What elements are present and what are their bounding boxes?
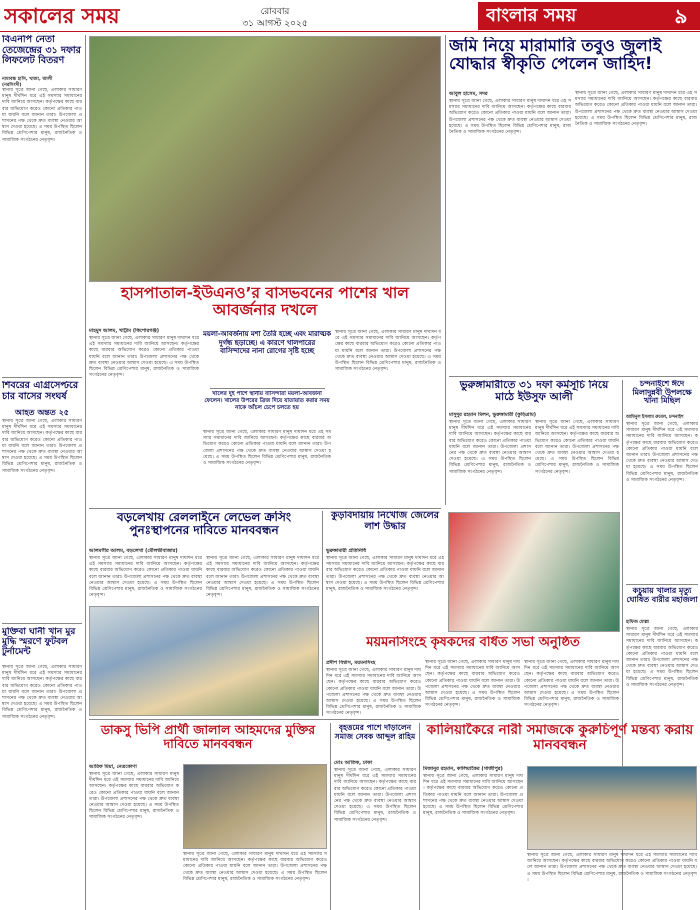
mid3-body-b: স্থানীয় সূত্রে জানা গেছে, এলাকার সাধারণ মানুষ দীর্ঘদিন ধরে এই সমস্যার সমাধানের দাবি জানিয়ে আসছেন। কর্তৃপক্ষের কাছে বারবার অভিযোগ করেও কোনো প্রতিকার পাওয়া যায়নি বলে জানান তারা। উপজেলা প্রশাসনের পক্ষ থেকে দ্রুত ব্যবস্থা নেওয়ার আশ্বাস দেওয়া হয়েছে। এ সময় উপস্থিত ছিলেন বিভিন্ন শ্রেণিপেশার মানুষ, রাজনৈতিক ও সামাজিক সংগঠনের নেতৃবৃন্দ। (425, 660, 520, 709)
bottom3-photo (527, 766, 697, 850)
main1-quote: ময়লা-আবর্জনায় মশা তৈরি হচ্ছে এবং মারাত্মক দুর্গন্ধ ছড়াচ্ছে। এ কারণে খালপারের বাসিন্দাদের নানা রোগের সৃষ্টি হচ্ছে (203, 330, 331, 356)
right3-body: স্থানীয় সূত্রে জানা গেছে, এলাকার সাধারণ মানুষ দীর্ঘদিন ধরে এই সমস্যার সমাধানের দাবি জানিয়ে আসছেন। কর্তৃপক্ষের কাছে বারবার অভিযোগ করেও কোনো প্রতিকার পাওয়া যায়নি বলে জানান তারা। উপজেলা প্রশাসনের পক্ষ থেকে দ্রুত ব্যবস্থা নেওয়ার আশ্বাস দেওয়া হয়েছে। এ সময় উপস্থিত ছিলেন বিভিন্ন শ্রেণিপেশার মানুষ, রাজনৈতিক ও সামাজিক সংগঠনের নেতৃবৃন্দ। (626, 422, 698, 483)
bottom3-headline: কালিয়াকৈরে নারী সমাজকে কুরুচিপূর্ণ মন্তব্য করায় মানববন্ধন (426, 723, 694, 754)
right3-byline: আমিনুল ইসলাম রুবেল, চন্দনাইশ (626, 415, 684, 420)
mid2-headline: কুড়বিদায়ায় নিখোঁজ জেলের লাশ উদ্ধার (331, 511, 439, 532)
bottom1-body-b: স্থানীয় সূত্রে জানা গেছে, এলাকার সাধারণ মানুষ দীর্ঘদিন ধরে এই সমস্যার সমাধানের দাবি জানিয়ে আসছেন। কর্তৃপক্ষের কাছে বারবার অভিযোগ করেও কোনো প্রতিকার পাওয়া যায়নি বলে জানান তারা। উপজেলা প্রশাসনের পক্ষ থেকে দ্রুত ব্যবস্থা নেওয়ার আশ্বাস দেওয়া হয়েছে। এ সময় উপস্থিত ছিলেন বিভিন্ন শ্রেণিপেশার মানুষ, রাজনৈতিক ও সামাজিক সংগঠনের নেতৃবৃন্দ। (183, 852, 327, 882)
left1-body: স্থানীয় সূত্রে জানা গেছে, এলাকার সাধারণ মানুষ দীর্ঘদিন ধরে এই সমস্যার সমাধানের দাবি জানিয়ে আসছেন। কর্তৃপক্ষের কাছে বারবার অভিযোগ করেও কোনো প্রতিকার পাওয়া যায়নি বলে জানান তারা। উপজেলা প্রশাসনের পক্ষ থেকে দ্রুত ব্যবস্থা নেওয়ার আশ্বাস দেওয়া হয়েছে। এ সময় উপস্থিত ছিলেন বিভিন্ন শ্রেণিপেশার মানুষ, রাজনৈতিক ও সামাজিক সংগঠনের নেতৃবৃন্দ। (2, 88, 82, 143)
right1-body-a: স্থানীয় সূত্রে জানা গেছে, এলাকার সাধারণ মানুষ দীর্ঘদিন ধরে এই সমস্যার সমাধানের দাবি জানিয়ে আসছেন। কর্তৃপক্ষের কাছে বারবার অভিযোগ করেও কোনো প্রতিকার পাওয়া যায়নি বলে জানান তারা। উপজেলা প্রশাসনের পক্ষ থেকে দ্রুত ব্যবস্থা নেওয়ার আশ্বাস দেওয়া হয়েছে। এ সময় উপস্থিত ছিলেন বিভিন্ন শ্রেণিপেশার মানুষ, রাজনৈতিক ও সামাজিক সংগঠনের নেতৃবৃন্দ। (449, 99, 571, 136)
bottom3-byline: মিজানুর রহমান, কালিয়াকৈর (গাজীপুর) (423, 766, 503, 772)
mid1-body-a: স্থানীয় সূত্রে জানা গেছে, এলাকার সাধারণ মানুষ দীর্ঘদিন ধরে এই সমস্যার সমাধানের দাবি জানিয়ে আসছেন। কর্তৃপক্ষের কাছে বারবার অভিযোগ করেও কোনো প্রতিকার পাওয়া যায়নি বলে জানান তারা। উপজেলা প্রশাসনের পক্ষ থেকে দ্রুত ব্যবস্থা নেওয়ার আশ্বাস দেওয়া হয়েছে। এ সময় উপস্থিত ছিলেন বিভিন্ন শ্রেণিপেশার মানুষ, রাজনৈতিক ও সামাজিক সংগঠনের নেতৃবৃন্দ। (89, 556, 202, 599)
right4-body: স্থানীয় সূত্রে জানা গেছে, এলাকার সাধারণ মানুষ দীর্ঘদিন ধরে এই সমস্যার সমাধানের দাবি জানিয়ে আসছেন। কর্তৃপক্ষের কাছে বারবার অভিযোগ করেও কোনো প্রতিকার পাওয়া যায়নি বলে জানান তারা। উপজেলা প্রশাসনের পক্ষ থেকে দ্রুত ব্যবস্থা নেওয়ার আশ্বাস দেওয়া হয়েছে। এ সময় উপস্থিত ছিলেন বিভিন্ন শ্রেণিপেশার মানুষ, রাজনৈতিক ও সামাজিক সংগঠনের নেতৃবৃন্দ। (626, 627, 698, 688)
right1-body-b: স্থানীয় সূত্রে জানা গেছে, এলাকার সাধারণ মানুষ দীর্ঘদিন ধরে এই সমস্যার সমাধানের দাবি জানিয়ে আসছেন। কর্তৃপক্ষের কাছে বারবার অভিযোগ করেও কোনো প্রতিকার পাওয়া যায়নি বলে জানান তারা। উপজেলা প্রশাসনের পক্ষ থেকে দ্রুত ব্যবস্থা নেওয়ার আশ্বাস দেওয়া হয়েছে। এ সময় উপস্থিত ছিলেন বিভিন্ন শ্রেণিপেশার মানুষ, রাজনৈতিক ও সামাজিক সংগঠনের নেতৃবৃন্দ। (575, 91, 697, 128)
bottom1-body-a: স্থানীয় সূত্রে জানা গেছে, এলাকার সাধারণ মানুষ দীর্ঘদিন ধরে এই সমস্যার সমাধানের দাবি জানিয়ে আসছেন। কর্তৃপক্ষের কাছে বারবার অভিযোগ করেও কোনো প্রতিকার পাওয়া যায়নি বলে জানান তারা। উপজেলা প্রশাসনের পক্ষ থেকে দ্রুত ব্যবস্থা নেওয়ার আশ্বাস দেওয়া হয়েছে। এ সময় উপস্থিত ছিলেন বিভিন্ন শ্রেণিপেশার মানুষ, রাজনৈতিক ও সামাজিক সংগঠনের নেতৃবৃন্দ। (89, 772, 179, 821)
main1-quote2: খালের দুই পাশে স্থানীয় বাসিন্দারা ময়লা-আবর্জনা ফেলেন। খালের উপরের ব্রিজ দিয়ে যাতায়াত করার সময় নাকে আঁচল চেপে চলতে হয় (204, 391, 330, 411)
bottom3-body-b: স্থানীয় সূত্রে জানা গেছে, এলাকার সাধারণ মানুষ দীর্ঘদিন ধরে এই সমস্যার সমাধানের দাবি জানিয়ে আসছেন। কর্তৃপক্ষের কাছে বারবার অভিযোগ করেও কোনো প্রতিকার পাওয়া যায়নি বলে জানান তারা। উপজেলা প্রশাসনের পক্ষ থেকে দ্রুত ব্যবস্থা নেওয়ার আশ্বাস দেওয়া হয়েছে। এ সময় উপস্থিত ছিলেন বিভিন্ন শ্রেণিপেশার মানুষ, রাজনৈতিক ও সামাজিক সংগঠনের নেতৃবৃন্দ। (527, 853, 697, 883)
masthead-day: রোববার (260, 7, 290, 16)
right1-headline: জমি নিয়ে মারামারি তবুও জুলাই যোদ্ধার স্বীকৃতি পেলেন জাহিদ! (449, 37, 662, 74)
left2-headline: শিবরের এগ্রিসেপ্টরে চার বাসের সংঘর্ষ (2, 381, 79, 402)
right4-headline: কচুয়ায় খালার মৃত্যু ঘোষিত বারীর মহাজলা (626, 587, 698, 604)
left1-byline2: (নরসিংদী) (2, 83, 22, 87)
main1-body-c: স্থানীয় সূত্রে জানা গেছে, এলাকার সাধারণ মানুষ দীর্ঘদিন ধরে এই সমস্যার সমাধানের দাবি জানিয়ে আসছেন। কর্তৃপক্ষের কাছে বারবার অভিযোগ করেও কোনো প্রতিকার পাওয়া যায়নি বলে জানান তারা। উপজেলা প্রশাসনের পক্ষ থেকে দ্রুত ব্যবস্থা নেওয়ার আশ্বাস দেওয়া হয়েছে। এ সময় উপস্থিত ছিলেন বিভিন্ন শ্রেণিপেশার মানুষ, রাজনৈতিক ও সামাজিক সংগঠনের নেতৃবৃন্দ। (335, 330, 441, 373)
mid1-body-b: স্থানীয় সূত্রে জানা গেছে, এলাকার সাধারণ মানুষ দীর্ঘদিন ধরে এই সমস্যার সমাধানের দাবি জানিয়ে আসছেন। কর্তৃপক্ষের কাছে বারবার অভিযোগ করেও কোনো প্রতিকার পাওয়া যায়নি বলে জানান তারা। উপজেলা প্রশাসনের পক্ষ থেকে দ্রুত ব্যবস্থা নেওয়ার আশ্বাস দেওয়া হয়েছে। এ সময় উপস্থিত ছিলেন বিভিন্ন শ্রেণিপেশার মানুষ, রাজনৈতিক ও সামাজিক সংগঠনের নেতৃবৃন্দ। (206, 556, 319, 599)
right1-byline: আবুল হাসেম, সদর (449, 91, 488, 97)
bottom1-photo (183, 764, 327, 849)
left2-body: স্থানীয় সূত্রে জানা গেছে, এলাকার সাধারণ মানুষ দীর্ঘদিন ধরে এই সমস্যার সমাধানের দাবি জানিয়ে আসছেন। কর্তৃপক্ষের কাছে বারবার অভিযোগ করেও কোনো প্রতিকার পাওয়া যায়নি বলে জানান তারা। উপজেলা প্রশাসনের পক্ষ থেকে দ্রুত ব্যবস্থা নেওয়ার আশ্বাস দেওয়া হয়েছে। এ সময় উপস্থিত ছিলেন বিভিন্ন শ্রেণিপেশার মানুষ, রাজনৈতিক ও সামাজিক সংগঠনের নেতৃবৃন্দ। (2, 419, 82, 474)
left2-sub: আহত অন্তত ২৫ (15, 408, 69, 417)
left1-byline: নামাবন্ধ হাসি, খাজা, আলী (2, 77, 53, 81)
bottom3-body-a: স্থানীয় সূত্রে জানা গেছে, এলাকার সাধারণ মানুষ দীর্ঘদিন ধরে এই সমস্যার সমাধানের দাবি জানিয়ে আসছেন। কর্তৃপক্ষের কাছে বারবার অভিযোগ করেও কোনো প্রতিকার পাওয়া যায়নি বলে জানান তারা। উপজেলা প্রশাসনের পক্ষ থেকে দ্রুত ব্যবস্থা নেওয়ার আশ্বাস দেওয়া হয়েছে। এ সময় উপস্থিত ছিলেন বিভিন্ন শ্রেণিপেশার মানুষ, রাজনৈতিক ও সামাজিক সংগঠনের নেতৃবৃন্দ। (423, 774, 523, 817)
left1-headline: বিএনপি নেতা তেজেন্দ্রের ৩১ দফার লিফলেট বিতরণ (2, 35, 81, 67)
left3-body: স্থানীয় সূত্রে জানা গেছে, এলাকার সাধারণ মানুষ দীর্ঘদিন ধরে এই সমস্যার সমাধানের দাবি জানিয়ে আসছেন। কর্তৃপক্ষের কাছে বারবার অভিযোগ করেও কোনো প্রতিকার পাওয়া যায়নি বলে জানান তারা। উপজেলা প্রশাসনের পক্ষ থেকে দ্রুত ব্যবস্থা নেওয়ার আশ্বাস দেওয়া হয়েছে। এ সময় উপস্থিত ছিলেন বিভিন্ন শ্রেণিপেশার মানুষ, রাজনৈতিক ও সামাজিক সংগঠনের নেতৃবৃন্দ। (2, 665, 82, 720)
mid3-headline: ময়মনসিংহে কৃষকদের বর্ধিত সভা অনুষ্ঠিত (366, 636, 580, 650)
bottom2-byline: মোঃ আতিক, ঢাকা (334, 760, 373, 766)
mid3-byline: প্রদীপ বিশ্বাস, ময়মনসিংহ (326, 660, 376, 666)
left-column (0, 35, 84, 910)
right3-headline: চন্দনাইশে ঈদে মিলাদুন্নবী উপলক্ষে খানা মিছিল (632, 380, 692, 406)
masthead (0, 0, 700, 32)
mid1-headline: বড়লেখায় রেললাইনে লেভেল ক্রসিং পুনঃস্থাপনের দাবিতে মানববন্ধন (116, 511, 292, 538)
main1-body-b: স্থানীয় সূত্রে জানা গেছে, এলাকার সাধারণ মানুষ দীর্ঘদিন ধরে এই সমস্যার সমাধানের দাবি জানিয়ে আসছেন। কর্তৃপক্ষের কাছে বারবার অভিযোগ করেও কোনো প্রতিকার পাওয়া যায়নি বলে জানান তারা। উপজেলা প্রশাসনের পক্ষ থেকে দ্রুত ব্যবস্থা নেওয়ার আশ্বাস দেওয়া হয়েছে। এ সময় উপস্থিত ছিলেন বিভিন্ন শ্রেণিপেশার মানুষ, রাজনৈতিক ও সামাজিক সংগঠনের নেতৃবৃন্দ। (203, 430, 331, 467)
main1-headline: হাসপাতাল-ইউএনও’র বাসভবনের পাশের খাল আবর্জনার দখলে (121, 285, 409, 320)
masthead-date: ৩১ আগস্ট ২০২৫ (242, 19, 308, 28)
bottom1-headline: ডাকসু ভিপি প্রার্থী জালাল আহমদের মুক্তির দাবিতে মানববন্ধন (100, 723, 316, 751)
mid3-body-a: স্থানীয় সূত্রে জানা গেছে, এলাকার সাধারণ মানুষ দীর্ঘদিন ধরে এই সমস্যার সমাধানের দাবি জানিয়ে আসছেন। কর্তৃপক্ষের কাছে বারবার অভিযোগ করেও কোনো প্রতিকার পাওয়া যায়নি বলে জানান তারা। উপজেলা প্রশাসনের পক্ষ থেকে দ্রুত ব্যবস্থা নেওয়ার আশ্বাস দেওয়া হয়েছে। এ সময় উপস্থিত ছিলেন বিভিন্ন শ্রেণিপেশার মানুষ, রাজনৈতিক ও সামাজিক সংগঠনের নেতৃবৃন্দ। (326, 668, 421, 716)
page-number: ৯ (674, 4, 688, 28)
mid2-body: স্থানীয় সূত্রে জানা গেছে, এলাকার সাধারণ মানুষ দীর্ঘদিন ধরে এই সমস্যার সমাধানের দাবি জানিয়ে আসছেন। কর্তৃপক্ষের কাছে বারবার অভিযোগ করেও কোনো প্রতিকার পাওয়া যায়নি বলে জানান তারা। উপজেলা প্রশাসনের পক্ষ থেকে দ্রুত ব্যবস্থা নেওয়ার আশ্বাস দেওয়া হয়েছে। এ সময় উপস্থিত ছিলেন বিভিন্ন শ্রেণিপেশার মানুষ, রাজনৈতিক ও সামাজিক সংগঠনের নেতৃবৃন্দ। (326, 556, 444, 593)
right2-body-a: স্থানীয় সূত্রে জানা গেছে, এলাকার সাধারণ মানুষ দীর্ঘদিন ধরে এই সমস্যার সমাধানের দাবি জানিয়ে আসছেন। কর্তৃপক্ষের কাছে বারবার অভিযোগ করেও কোনো প্রতিকার পাওয়া যায়নি বলে জানান তারা। উপজেলা প্রশাসনের পক্ষ থেকে দ্রুত ব্যবস্থা নেওয়ার আশ্বাস দেওয়া হয়েছে। এ সময় উপস্থিত ছিলেন বিভিন্ন শ্রেণিপেশার মানুষ, রাজনৈতিক ও সামাজিক সংগঠনের নেতৃবৃন্দ। (449, 420, 531, 475)
masthead-logo: সকালের সময় (4, 3, 120, 28)
right2-byline: মাসুদুর রহমান মিলন, ভুরুঙ্গামারী (কুড়িগ্রাম) (449, 412, 537, 418)
main1-photo (89, 36, 441, 282)
right2-body-b: স্থানীয় সূত্রে জানা গেছে, এলাকার সাধারণ মানুষ দীর্ঘদিন ধরে এই সমস্যার সমাধানের দাবি জানিয়ে আসছেন। কর্তৃপক্ষের কাছে বারবার অভিযোগ করেও কোনো প্রতিকার পাওয়া যায়নি বলে জানান তারা। উপজেলা প্রশাসনের পক্ষ থেকে দ্রুত ব্যবস্থা নেওয়ার আশ্বাস দেওয়া হয়েছে। এ সময় উপস্থিত ছিলেন বিভিন্ন শ্রেণিপেশার মানুষ, রাজনৈতিক ও সামাজিক সংগঠনের নেতৃবৃন্দ। (535, 420, 619, 475)
mid1-photo (89, 606, 319, 716)
section-banner (478, 2, 700, 30)
right4-byline: হাফিজ মোল্লা (626, 620, 649, 625)
masthead-divider (0, 31, 700, 32)
mid3-body-c: স্থানীয় সূত্রে জানা গেছে, এলাকার সাধারণ মানুষ দীর্ঘদিন ধরে এই সমস্যার সমাধানের দাবি জানিয়ে আসছেন। কর্তৃপক্ষের কাছে বারবার অভিযোগ করেও কোনো প্রতিকার পাওয়া যায়নি বলে জানান তারা। উপজেলা প্রশাসনের পক্ষ থেকে দ্রুত ব্যবস্থা নেওয়ার আশ্বাস দেওয়া হয়েছে। এ সময় উপস্থিত ছিলেন বিভিন্ন শ্রেণিপেশার মানুষ, রাজনৈতিক ও সামাজিক সংগঠনের নেতৃবৃন্দ। (524, 660, 619, 709)
main1-body-a: স্থানীয় সূত্রে জানা গেছে, এলাকার সাধারণ মানুষ দীর্ঘদিন ধরে এই সমস্যার সমাধানের দাবি জানিয়ে আসছেন। কর্তৃপক্ষের কাছে বারবার অভিযোগ করেও কোনো প্রতিকার পাওয়া যায়নি বলে জানান তারা। উপজেলা প্রশাসনের পক্ষ থেকে দ্রুত ব্যবস্থা নেওয়ার আশ্বাস দেওয়া হয়েছে। এ সময় উপস্থিত ছিলেন বিভিন্ন শ্রেণিপেশার মানুষ, রাজনৈতিক ও সামাজিক সংগঠনের নেতৃবৃন্দ। (89, 336, 199, 379)
left3-headline: মুক্তিবা ঘানী খান মুর মুদ্ধি স্মরণে ফুটবল টুর্নামেন্ট (2, 627, 76, 658)
section-title: বাংলার সময় (486, 5, 577, 26)
bottom1-byline: আরিফ মিয়া, নেত্রকোণা (89, 764, 137, 770)
mid3-photo (448, 512, 620, 632)
mid1-byline: আলমগীর আলম, বড়লেখা (মৌলভীবাজার) (89, 548, 178, 554)
bottom2-headline: বৃহত্তমের পাশে দাঁড়ালেন সমাজ সেবক আব্দুল রাহিম (334, 724, 416, 741)
right2-headline: ভুরুঙ্গামারীতে ৩১ দফা কর্মসূচি নিয়ে মাঠে ইউসুফ আলী (459, 380, 609, 403)
main1-byline: মাহমুদ আলম, খাট্টাম (কিশোরগঞ্জ) (89, 328, 160, 334)
mid2-byline: ভুরুঙ্গামারী প্রতিনিধি (326, 548, 367, 554)
bottom2-body: স্থানীয় সূত্রে জানা গেছে, এলাকার সাধারণ মানুষ দীর্ঘদিন ধরে এই সমস্যার সমাধানের দাবি জানিয়ে আসছেন। কর্তৃপক্ষের কাছে বারবার অভিযোগ করেও কোনো প্রতিকার পাওয়া যায়নি বলে জানান তারা। উপজেলা প্রশাসনের পক্ষ থেকে দ্রুত ব্যবস্থা নেওয়ার আশ্বাস দেওয়া হয়েছে। এ সময় উপস্থিত ছিলেন বিভিন্ন শ্রেণিপেশার মানুষ, রাজনৈতিক ও সামাজিক সংগঠনের নেতৃবৃন্দ। (334, 768, 416, 823)
